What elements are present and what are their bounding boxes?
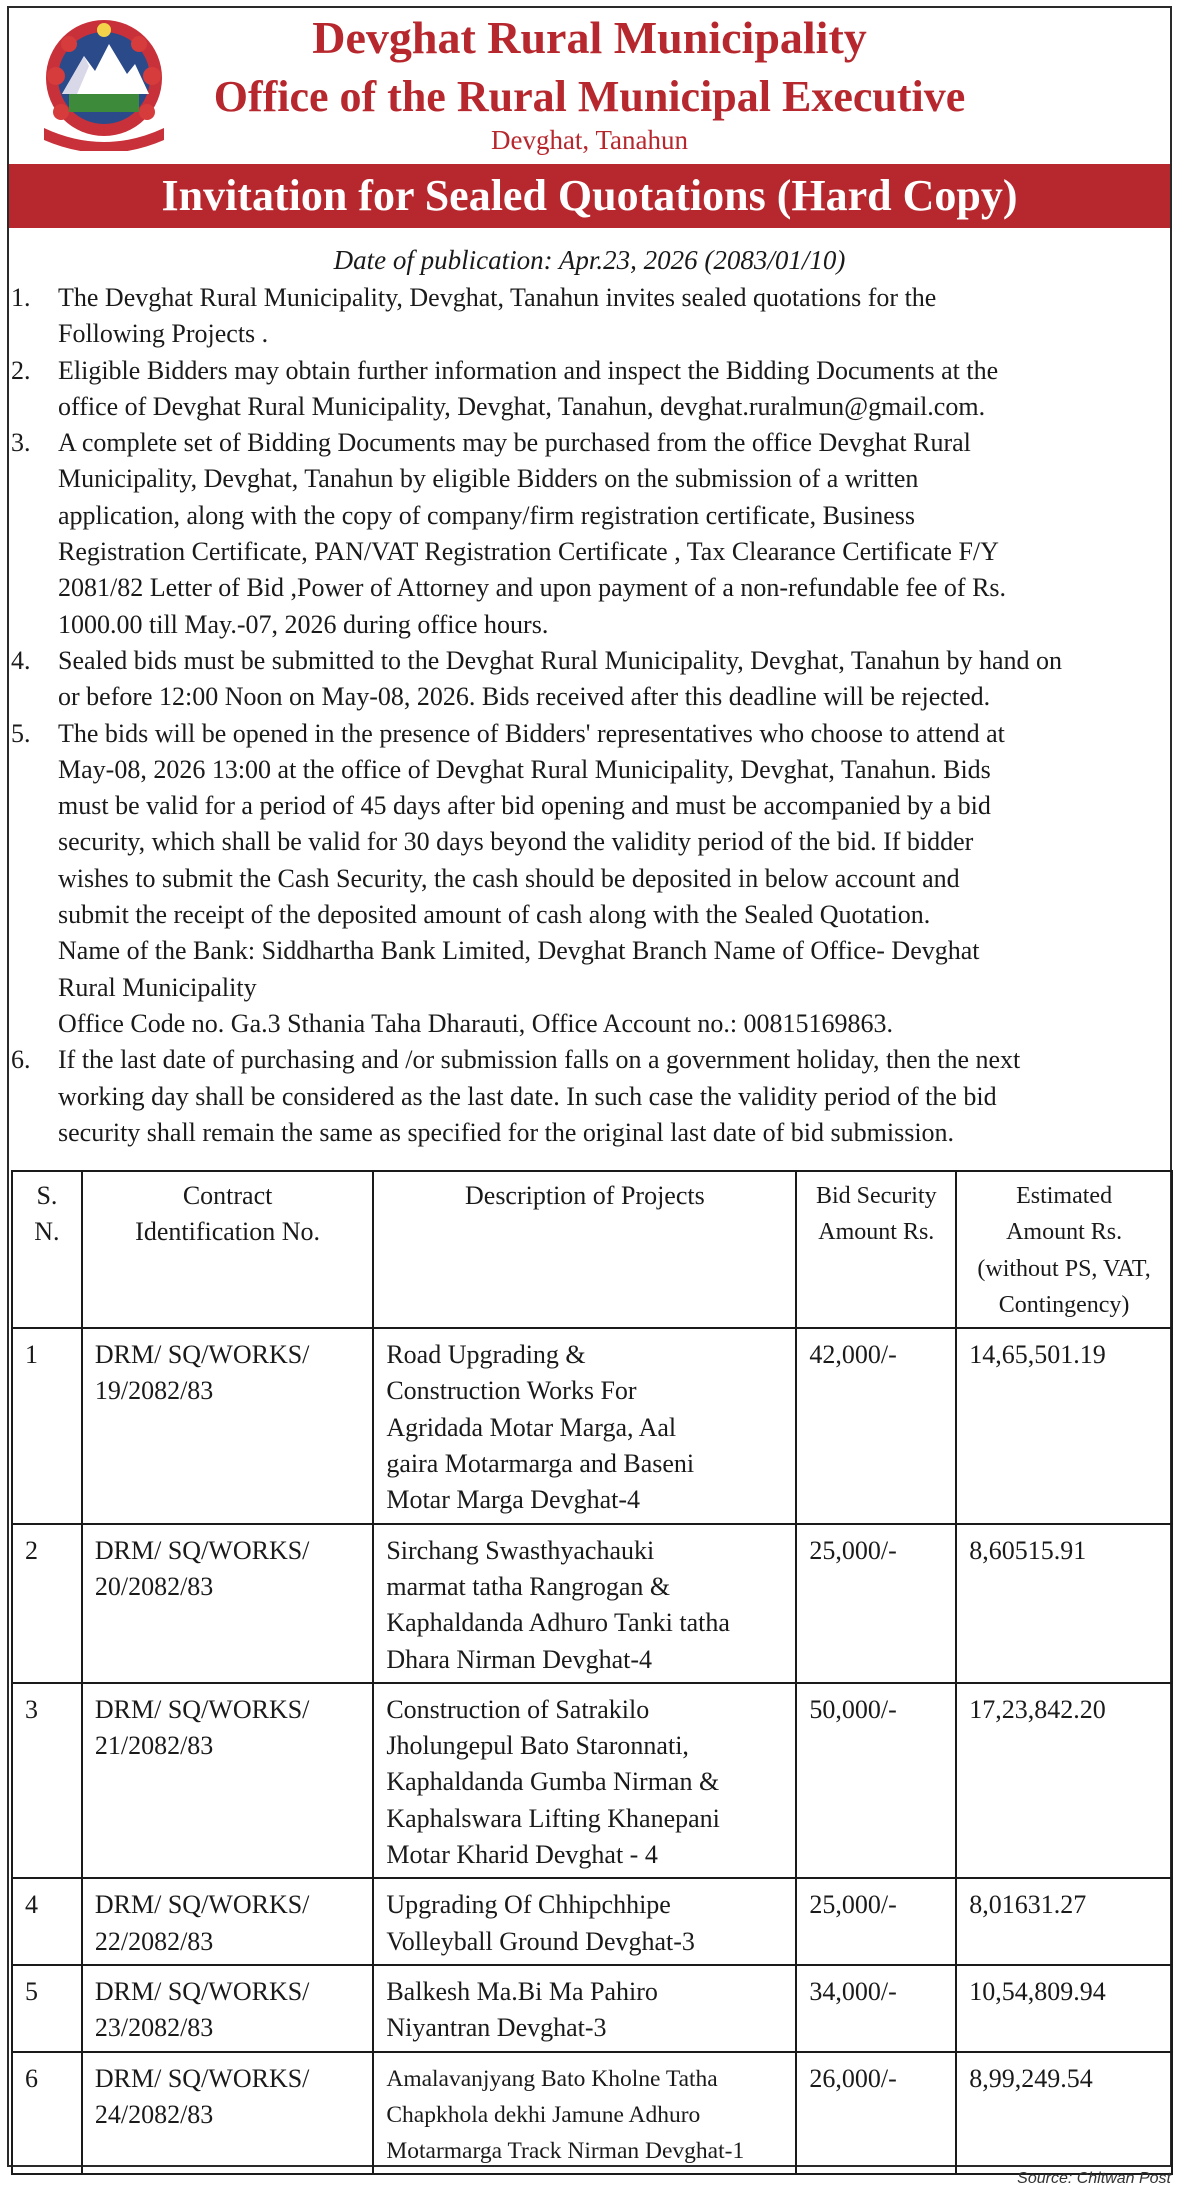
notice-item (9, 425, 1174, 643)
item-line: 1000.00 till May.-07, 2026 during office hours. (58, 609, 549, 639)
item-line: The Devghat Rural Municipality, Devghat, Tanahun invites sealed quotations for the (58, 283, 937, 312)
notice-item (9, 716, 1174, 1043)
cell-estimated-amount: 8,99,249.54 (956, 2052, 1172, 2175)
cell-description: Upgrading Of Chhipchhipe Volleyball Ground Devghat-3 (373, 1878, 796, 1965)
cell-contract-id: DRM/ SQ/WORKS/ 24/2082/83 (82, 2052, 373, 2175)
cell-description: Balkesh Ma.Bi Ma Pahiro Niyantran Devghat-3 (373, 1965, 796, 2052)
header-contract-id: Contract Identification No. (82, 1171, 373, 1328)
item-line: Rural Municipality (58, 972, 257, 1002)
projects-table (11, 1170, 1173, 2175)
item-line: submit the receipt of the deposited amount of cash along with the Sealed Quotation. (58, 900, 931, 930)
cell-bid-security: 25,000/- (796, 1524, 956, 1683)
cell-sn: 5 (12, 1965, 82, 2052)
cell-estimated-amount: 8,01631.27 (956, 1878, 1172, 1965)
item-line: application, along with the copy of company/firm registration certificate, Business (58, 500, 916, 530)
header-bid-security: Bid Security Amount Rs. (796, 1171, 956, 1328)
item-line: office of Devghat Rural Municipality, Devghat, Tanahun, devghat.ruralmun@gmail.com. (58, 391, 986, 421)
item-line: Eligible Bidders may obtain further information and inspect the Bidding Documents at the (58, 355, 999, 385)
cell-sn: 1 (12, 1328, 82, 1523)
cell-bid-security: 42,000/- (796, 1328, 956, 1523)
item-line: Office Code no. Ga.3 Sthania Taha Dharauti, Office Account no.: 00815169863. (58, 1008, 894, 1038)
notice-item (9, 353, 1174, 426)
item-line: Sealed bids must be submitted to the Devghat Rural Municipality, Devghat, Tanahun by hand on (58, 645, 1063, 675)
notice-items (9, 280, 1174, 1151)
cell-sn: 3 (12, 1683, 82, 1878)
item-line: wishes to submit the Cash Security, the cash should be deposited in below account and (58, 863, 960, 893)
office-title: Office of the Rural Municipal Executive (213, 72, 966, 121)
source-credit: Source: Chitwan Post (1017, 2170, 1171, 2187)
cell-contract-id: DRM/ SQ/WORKS/ 19/2082/83 (82, 1328, 373, 1523)
municipality-title: Devghat Rural Municipality (312, 12, 867, 63)
notice-item (9, 280, 1174, 353)
notice-item (9, 1042, 1174, 1151)
table-row (12, 1965, 1172, 2052)
cell-estimated-amount: 14,65,501.19 (956, 1328, 1172, 1523)
item-line: Registration Certificate, PAN/VAT Registration Certificate , Tax Clearance Certificate F/Y (58, 537, 999, 567)
header-sn: S. N. (12, 1171, 82, 1328)
table-row (12, 2052, 1172, 2175)
cell-contract-id: DRM/ SQ/WORKS/ 21/2082/83 (82, 1683, 373, 1878)
item-number: 5. (11, 718, 31, 748)
item-line: Municipality, Devghat, Tanahun by eligible Bidders on the submission of a written (58, 464, 919, 494)
cell-contract-id: DRM/ SQ/WORKS/ 20/2082/83 (82, 1524, 373, 1683)
cell-sn: 4 (12, 1878, 82, 1965)
table-header-row (12, 1171, 1172, 1328)
item-number: 1. (11, 283, 31, 312)
table-row (12, 1878, 1172, 1965)
item-line: The bids will be opened in the presence of Bidders' representatives who choose to attend at (58, 718, 1005, 748)
cell-description: Construction of Satrakilo Jholungepul Bato Staronnati, Kaphaldanda Gumba Nirman & Kaphalswara Lifting Khanepani Motar Kharid Devghat - 4 (373, 1683, 796, 1878)
cell-estimated-amount: 17,23,842.20 (956, 1683, 1172, 1878)
item-line: working day shall be considered as the last date. In such case the validity period of the bid (58, 1081, 997, 1111)
cell-estimated-amount: 8,60515.91 (956, 1524, 1172, 1683)
table-row (12, 1328, 1172, 1523)
item-line: If the last date of purchasing and /or submission falls on a government holiday, then the next (58, 1045, 1021, 1075)
item-line: May-08, 2026 13:00 at the office of Devghat Rural Municipality, Devghat, Tanahun. Bids (58, 754, 991, 784)
cell-bid-security: 50,000/- (796, 1683, 956, 1878)
item-line: security shall remain the same as specified for the original last date of bid submission. (58, 1117, 955, 1147)
item-line: Following Projects . (58, 319, 269, 349)
item-number: 4. (11, 645, 31, 675)
cell-description: Amalavanjyang Bato Kholne Tatha Chapkhola dekhi Jamune Adhuro Motarmarga Track Nirman Devghat-1 (373, 2052, 796, 2175)
cell-bid-security: 25,000/- (796, 1878, 956, 1965)
location-text: Devghat, Tanahun (490, 125, 689, 155)
notice-item (9, 643, 1174, 716)
item-line: must be valid for a period of 45 days after bid opening and must be accompanied by a bid (58, 791, 991, 821)
notice-banner: Invitation for Sealed Quotations (Hard Copy) (9, 164, 1170, 228)
cell-bid-security: 26,000/- (796, 2052, 956, 2175)
cell-contract-id: DRM/ SQ/WORKS/ 22/2082/83 (82, 1878, 373, 1965)
cell-contract-id: DRM/ SQ/WORKS/ 23/2082/83 (82, 1965, 373, 2052)
item-line: or before 12:00 Noon on May-08, 2026. Bids received after this deadline will be rejected. (58, 682, 991, 712)
cell-sn: 6 (12, 2052, 82, 2175)
item-number: 3. (11, 428, 31, 458)
item-line: security, which shall be valid for 30 days beyond the validity period of the bid. If bidder (58, 827, 974, 857)
notice-page (7, 6, 1172, 2167)
item-number: 6. (11, 1045, 31, 1075)
table-row (12, 1683, 1172, 1878)
item-line: Name of the Bank: Siddhartha Bank Limited, Devghat Branch Name of Office- Devghat (58, 936, 980, 966)
table-row (12, 1524, 1172, 1683)
item-line: A complete set of Bidding Documents may be purchased from the office Devghat Rural (58, 428, 971, 458)
cell-description: Sirchang Swasthyachauki marmat tatha Rangrogan & Kaphaldanda Adhuro Tanki tatha Dhara Nirman Devghat-4 (373, 1524, 796, 1683)
item-number: 2. (11, 355, 31, 385)
item-line: 2081/82 Letter of Bid ,Power of Attorney and upon payment of a non-refundable fee of Rs. (58, 573, 1007, 603)
header-estimated-amount: Estimated Amount Rs. (without PS, VAT, Contingency) (956, 1171, 1172, 1328)
header-description: Description of Projects (373, 1171, 796, 1328)
publication-date: Date of publication: Apr.23, 2026 (2083/01/10) (333, 245, 846, 275)
cell-sn: 2 (12, 1524, 82, 1683)
cell-description: Road Upgrading & Construction Works For Agridada Motar Marga, Aal gaira Motarmarga and Baseni Motar Marga Devghat-4 (373, 1328, 796, 1523)
cell-estimated-amount: 10,54,809.94 (956, 1965, 1172, 2052)
cell-bid-security: 34,000/- (796, 1965, 956, 2052)
